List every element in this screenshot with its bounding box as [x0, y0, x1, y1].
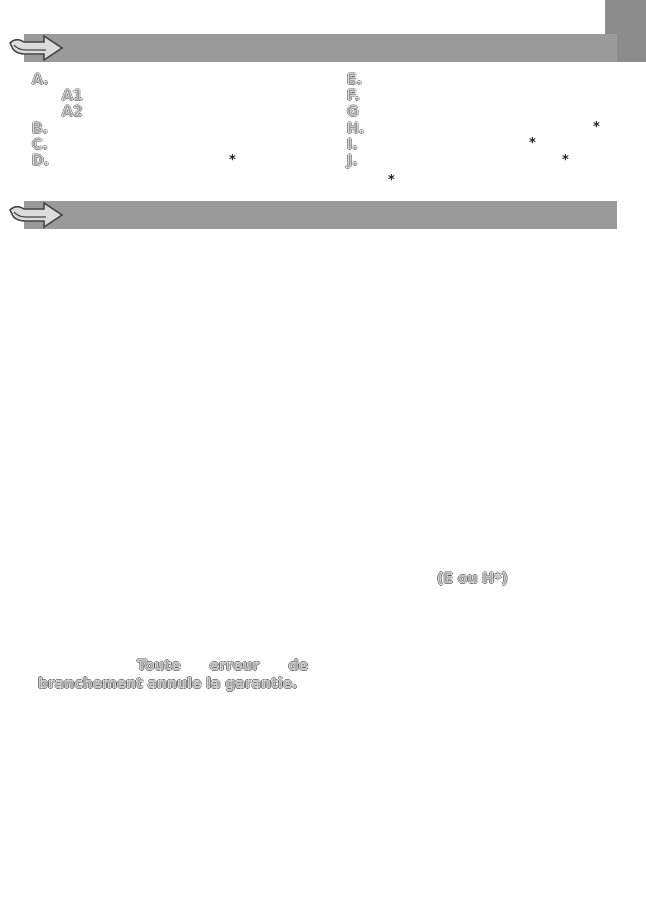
warning-line-1	[137, 657, 308, 675]
footnote-marker: *	[529, 136, 536, 151]
part-label-i: I.	[347, 137, 358, 153]
warning-line-2: branchement annule la garantie.	[38, 676, 298, 692]
part-label-a: A.	[32, 72, 49, 88]
footnote-marker: *	[593, 120, 600, 135]
warning-word: Toute	[137, 658, 181, 674]
warning-word: erreur	[209, 658, 260, 674]
footnote-marker: *	[229, 153, 236, 168]
part-label-c: C.	[32, 137, 48, 153]
warning-word: de	[288, 658, 308, 674]
part-label-e: E.	[347, 72, 362, 88]
section-header-bar-1	[24, 34, 617, 62]
section-header-bar-2	[24, 201, 617, 229]
part-label-b: B.	[32, 121, 48, 137]
part-label-h: H.	[347, 121, 365, 137]
part-label-a2: A2	[62, 104, 83, 120]
part-label-f: F.	[347, 88, 360, 104]
footnote-marker: *	[562, 153, 569, 168]
arrow-icon	[8, 33, 64, 63]
part-label-g: G	[347, 104, 359, 120]
footnote-marker: *	[388, 173, 395, 188]
connection-note: (E ou H*)	[437, 571, 508, 587]
part-label-d: D.	[32, 153, 49, 169]
part-label-j: J.	[347, 153, 358, 169]
part-label-a1: A1	[62, 88, 83, 104]
arrow-icon	[8, 200, 64, 230]
